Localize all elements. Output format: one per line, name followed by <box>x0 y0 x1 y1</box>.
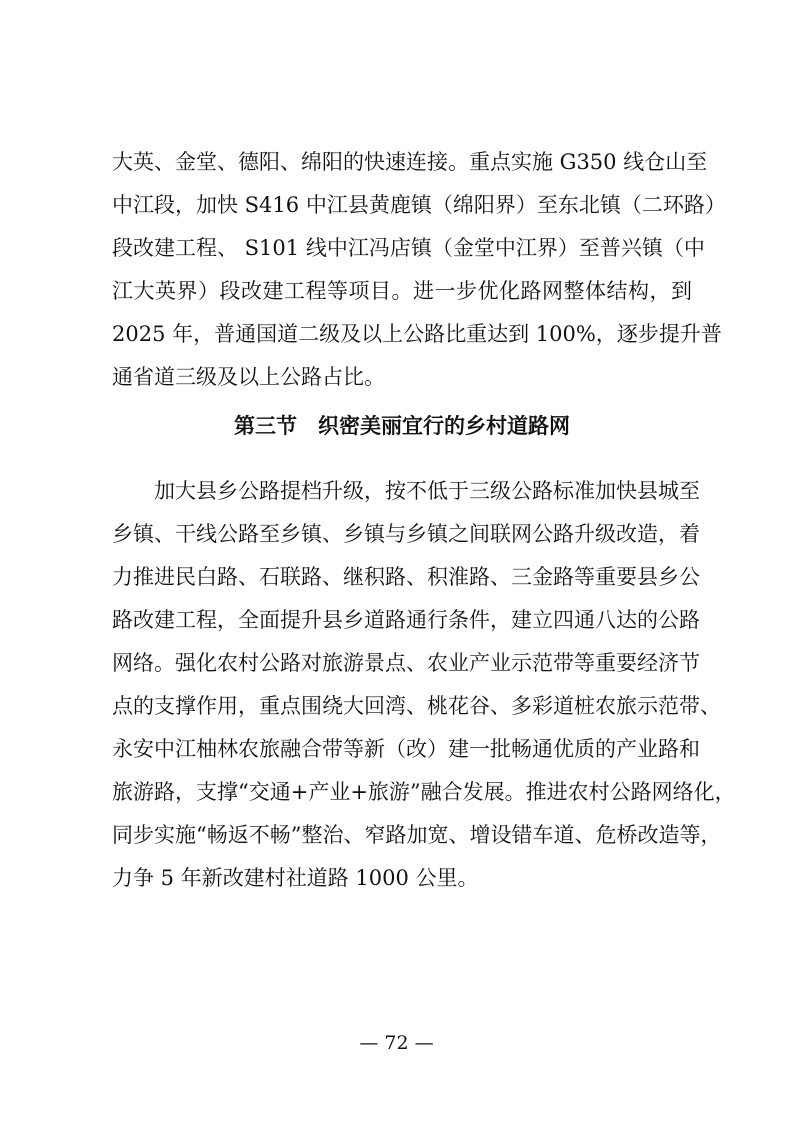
text-line: 同步实施“畅返不畅”整治、窄路加宽、增设错车道、危桥改造等， <box>112 823 722 847</box>
text-line: 中江段，加快 S416 中江县黄鹿镇（绵阳界）至东北镇（二环路） <box>112 193 726 217</box>
text-line: 网络。强化农村公路对旅游景点、农业产业示范带等重要经济节 <box>112 651 700 675</box>
text-line: 旅游路，支撑“交通+产业+旅游”融合发展。推进农村公路网络化， <box>112 780 736 804</box>
text-line: 江大英界）段改建工程等项目。进一步优化路网整体结构，到 <box>112 279 692 303</box>
text-line: 点的支撑作用，重点围绕大回湾、桃花谷、多彩道桩农旅示范带、 <box>112 694 721 718</box>
page-number: — 72 — <box>359 1032 434 1054</box>
text-line: 通省道三级及以上公路占比。 <box>112 365 385 389</box>
text-line: 加大县乡公路提档升级，按不低于三级公路标准加快县城至 <box>154 479 700 503</box>
text-line: 段改建工程、 S101 线中江冯店镇（金堂中江界）至普兴镇（中 <box>112 236 705 260</box>
text-line: 乡镇、干线公路至乡镇、乡镇与乡镇之间联网公路升级改造，着 <box>112 522 700 546</box>
text-line: 永安中江柚林农旅融合带等新（改）建一批畅通优质的产业路和 <box>112 737 700 761</box>
text-line: 力争 5 年新改建村社道路 1000 公里。 <box>112 866 479 890</box>
text-line: 力推进民白路、石联路、继积路、积淮路、三金路等重要县乡公 <box>112 565 700 589</box>
text-line: 大英、金堂、德阳、绵阳的快速连接。重点实施 G350 线仓山至 <box>112 150 708 174</box>
section-heading: 第三节 织密美丽宜行的乡村道路网 <box>234 413 570 438</box>
text-line: 路改建工程，全面提升县乡道路通行条件，建立四通八达的公路 <box>112 608 700 632</box>
text-line: 2025 年，普通国道二级及以上公路比重达到 100%，逐步提升普 <box>112 322 722 346</box>
